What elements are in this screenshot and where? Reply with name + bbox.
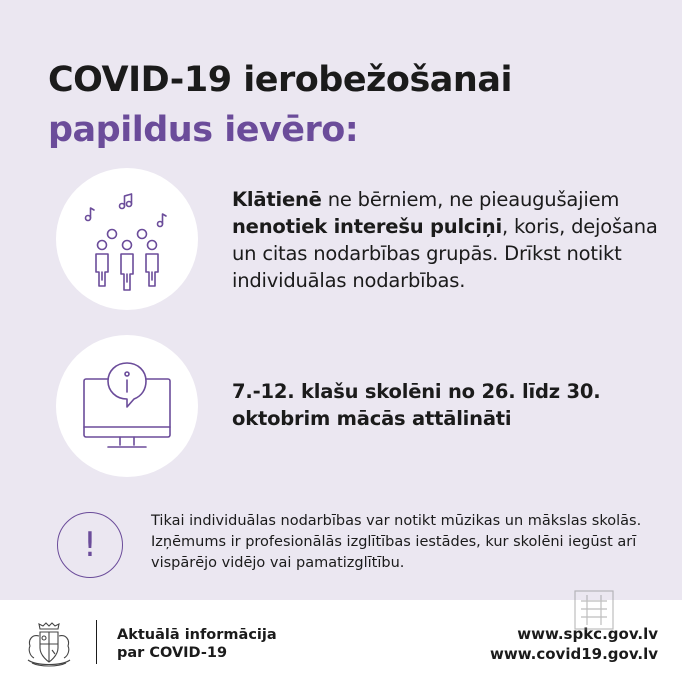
item-2-text: 7.-12. klašu skolēni no 26. līdz 30. oktobrim mācās attālināti xyxy=(232,380,601,430)
coat-of-arms-icon xyxy=(22,620,76,668)
exclamation-icon xyxy=(57,512,123,578)
people-singing-icon xyxy=(56,168,198,310)
computer-info-icon-circle xyxy=(56,335,198,477)
item-1-text xyxy=(232,186,672,294)
item-1-part-4: , koris, dejošana un citas nodarbības grupās. Drīkst notikt individuālas nodarbības. xyxy=(232,215,658,292)
item-1-part-3: nenotiek interešu pulciņi xyxy=(232,215,502,238)
link-covid19[interactable]: www.covid19.gov.lv xyxy=(490,645,658,663)
footer-info-line-2: par COVID-19 xyxy=(117,645,228,661)
watermark-logo-icon xyxy=(571,587,617,633)
title-line-2: papildus ievēro: xyxy=(48,110,359,150)
exclamation-symbol: ! xyxy=(83,525,97,565)
title-line-1: COVID-19 ierobežošanai xyxy=(48,60,512,100)
footer-divider xyxy=(96,620,97,664)
footer-info-line-1: Aktuālā informācija xyxy=(117,627,277,643)
footer-info xyxy=(117,626,277,662)
people-singing-icon-circle xyxy=(56,168,198,310)
link-spkc[interactable]: www.spkc.gov.lv xyxy=(517,625,658,643)
item-1-part-2: ne bērniem, ne pieaugušajiem xyxy=(321,188,620,211)
computer-info-icon xyxy=(56,335,198,477)
item-1-part-1: Klātienē xyxy=(232,188,322,211)
notice-text: Tikai individuālas nodarbības var notikt mūzikas un mākslas skolās. Izņēmums ir profesionālās izglītības iestādes, kur skolēni iegūst arī vispārējo vidējo vai pamatizglītību. xyxy=(151,513,642,571)
